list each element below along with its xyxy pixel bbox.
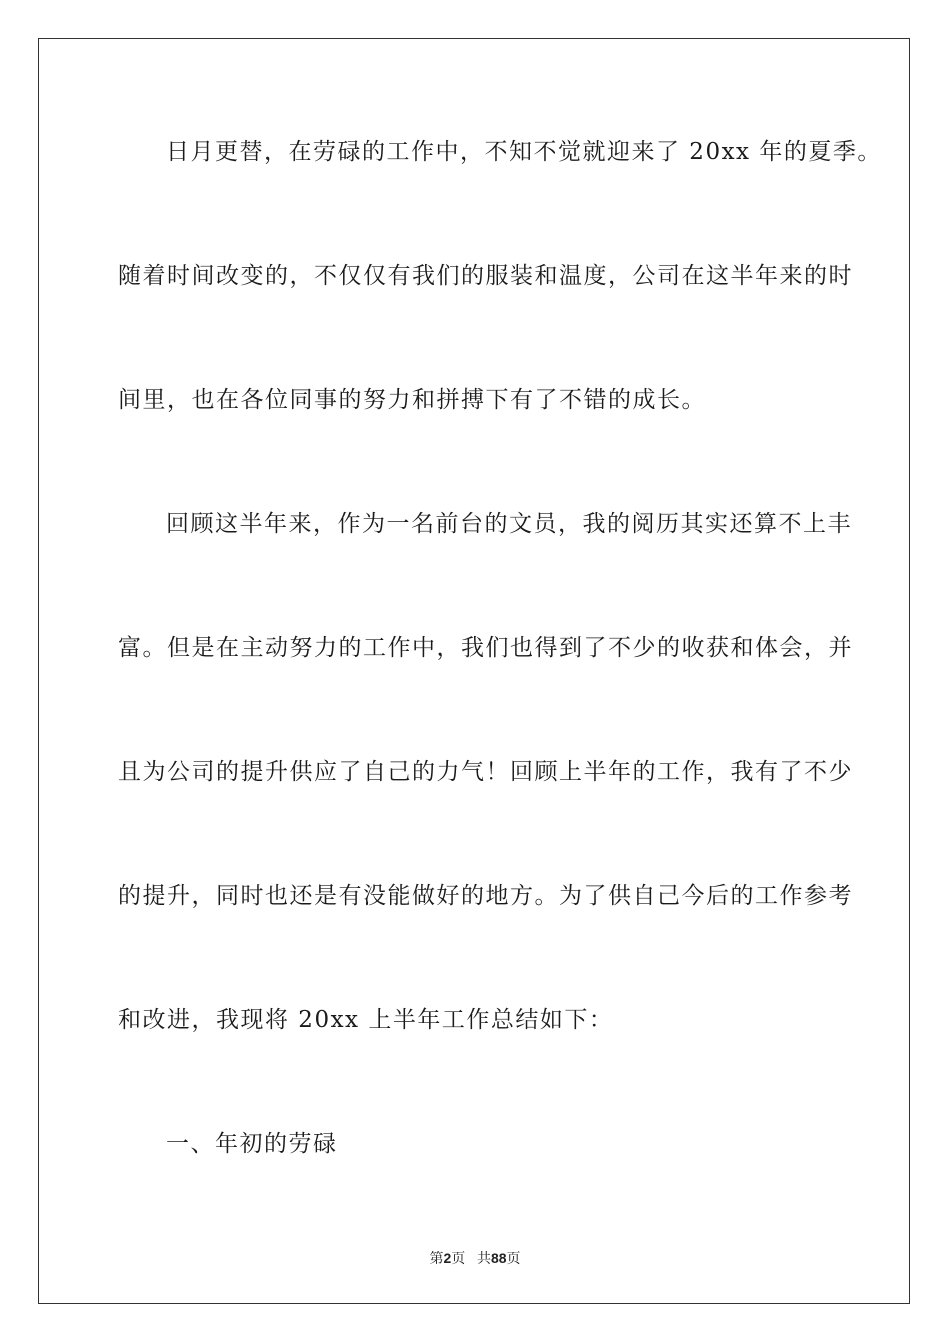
current-page-number: 2 bbox=[443, 1250, 452, 1266]
paragraph-line: 富。但是在主动努力的工作中，我们也得到了不少的收获和体会，并 bbox=[118, 635, 853, 661]
paragraph-line: 日月更替，在劳碌的工作中，不知不觉就迎来了 20xx 年的夏季。 bbox=[166, 139, 882, 165]
paragraph-line: 随着时间改变的，不仅仅有我们的服装和温度，公司在这半年来的时 bbox=[118, 263, 853, 289]
paragraph-line: 回顾这半年来，作为一名前台的文员，我的阅历其实还算不上丰 bbox=[166, 511, 852, 537]
page-border bbox=[38, 38, 910, 1304]
paragraph-line: 且为公司的提升供应了自己的力气！回顾上半年的工作，我有了不少 bbox=[118, 759, 853, 785]
footer-total-unit: 页 bbox=[506, 1250, 521, 1266]
paragraph-line: 和改进，我现将 20xx 上半年工作总结如下： bbox=[118, 1007, 614, 1033]
paragraph-line: 间里，也在各位同事的努力和拼搏下有了不错的成长。 bbox=[118, 387, 706, 413]
paragraph-line: 的提升，同时也还是有没能做好的地方。为了供自己今后的工作参考 bbox=[118, 883, 853, 909]
section-heading: 一、年初的劳碌 bbox=[166, 1131, 338, 1157]
footer-page-unit: 页 bbox=[451, 1250, 466, 1266]
total-pages-number: 88 bbox=[490, 1250, 507, 1266]
footer-prefix: 第 bbox=[429, 1250, 444, 1266]
page-footer bbox=[0, 1248, 950, 1268]
footer-total-prefix: 共 bbox=[476, 1250, 491, 1266]
